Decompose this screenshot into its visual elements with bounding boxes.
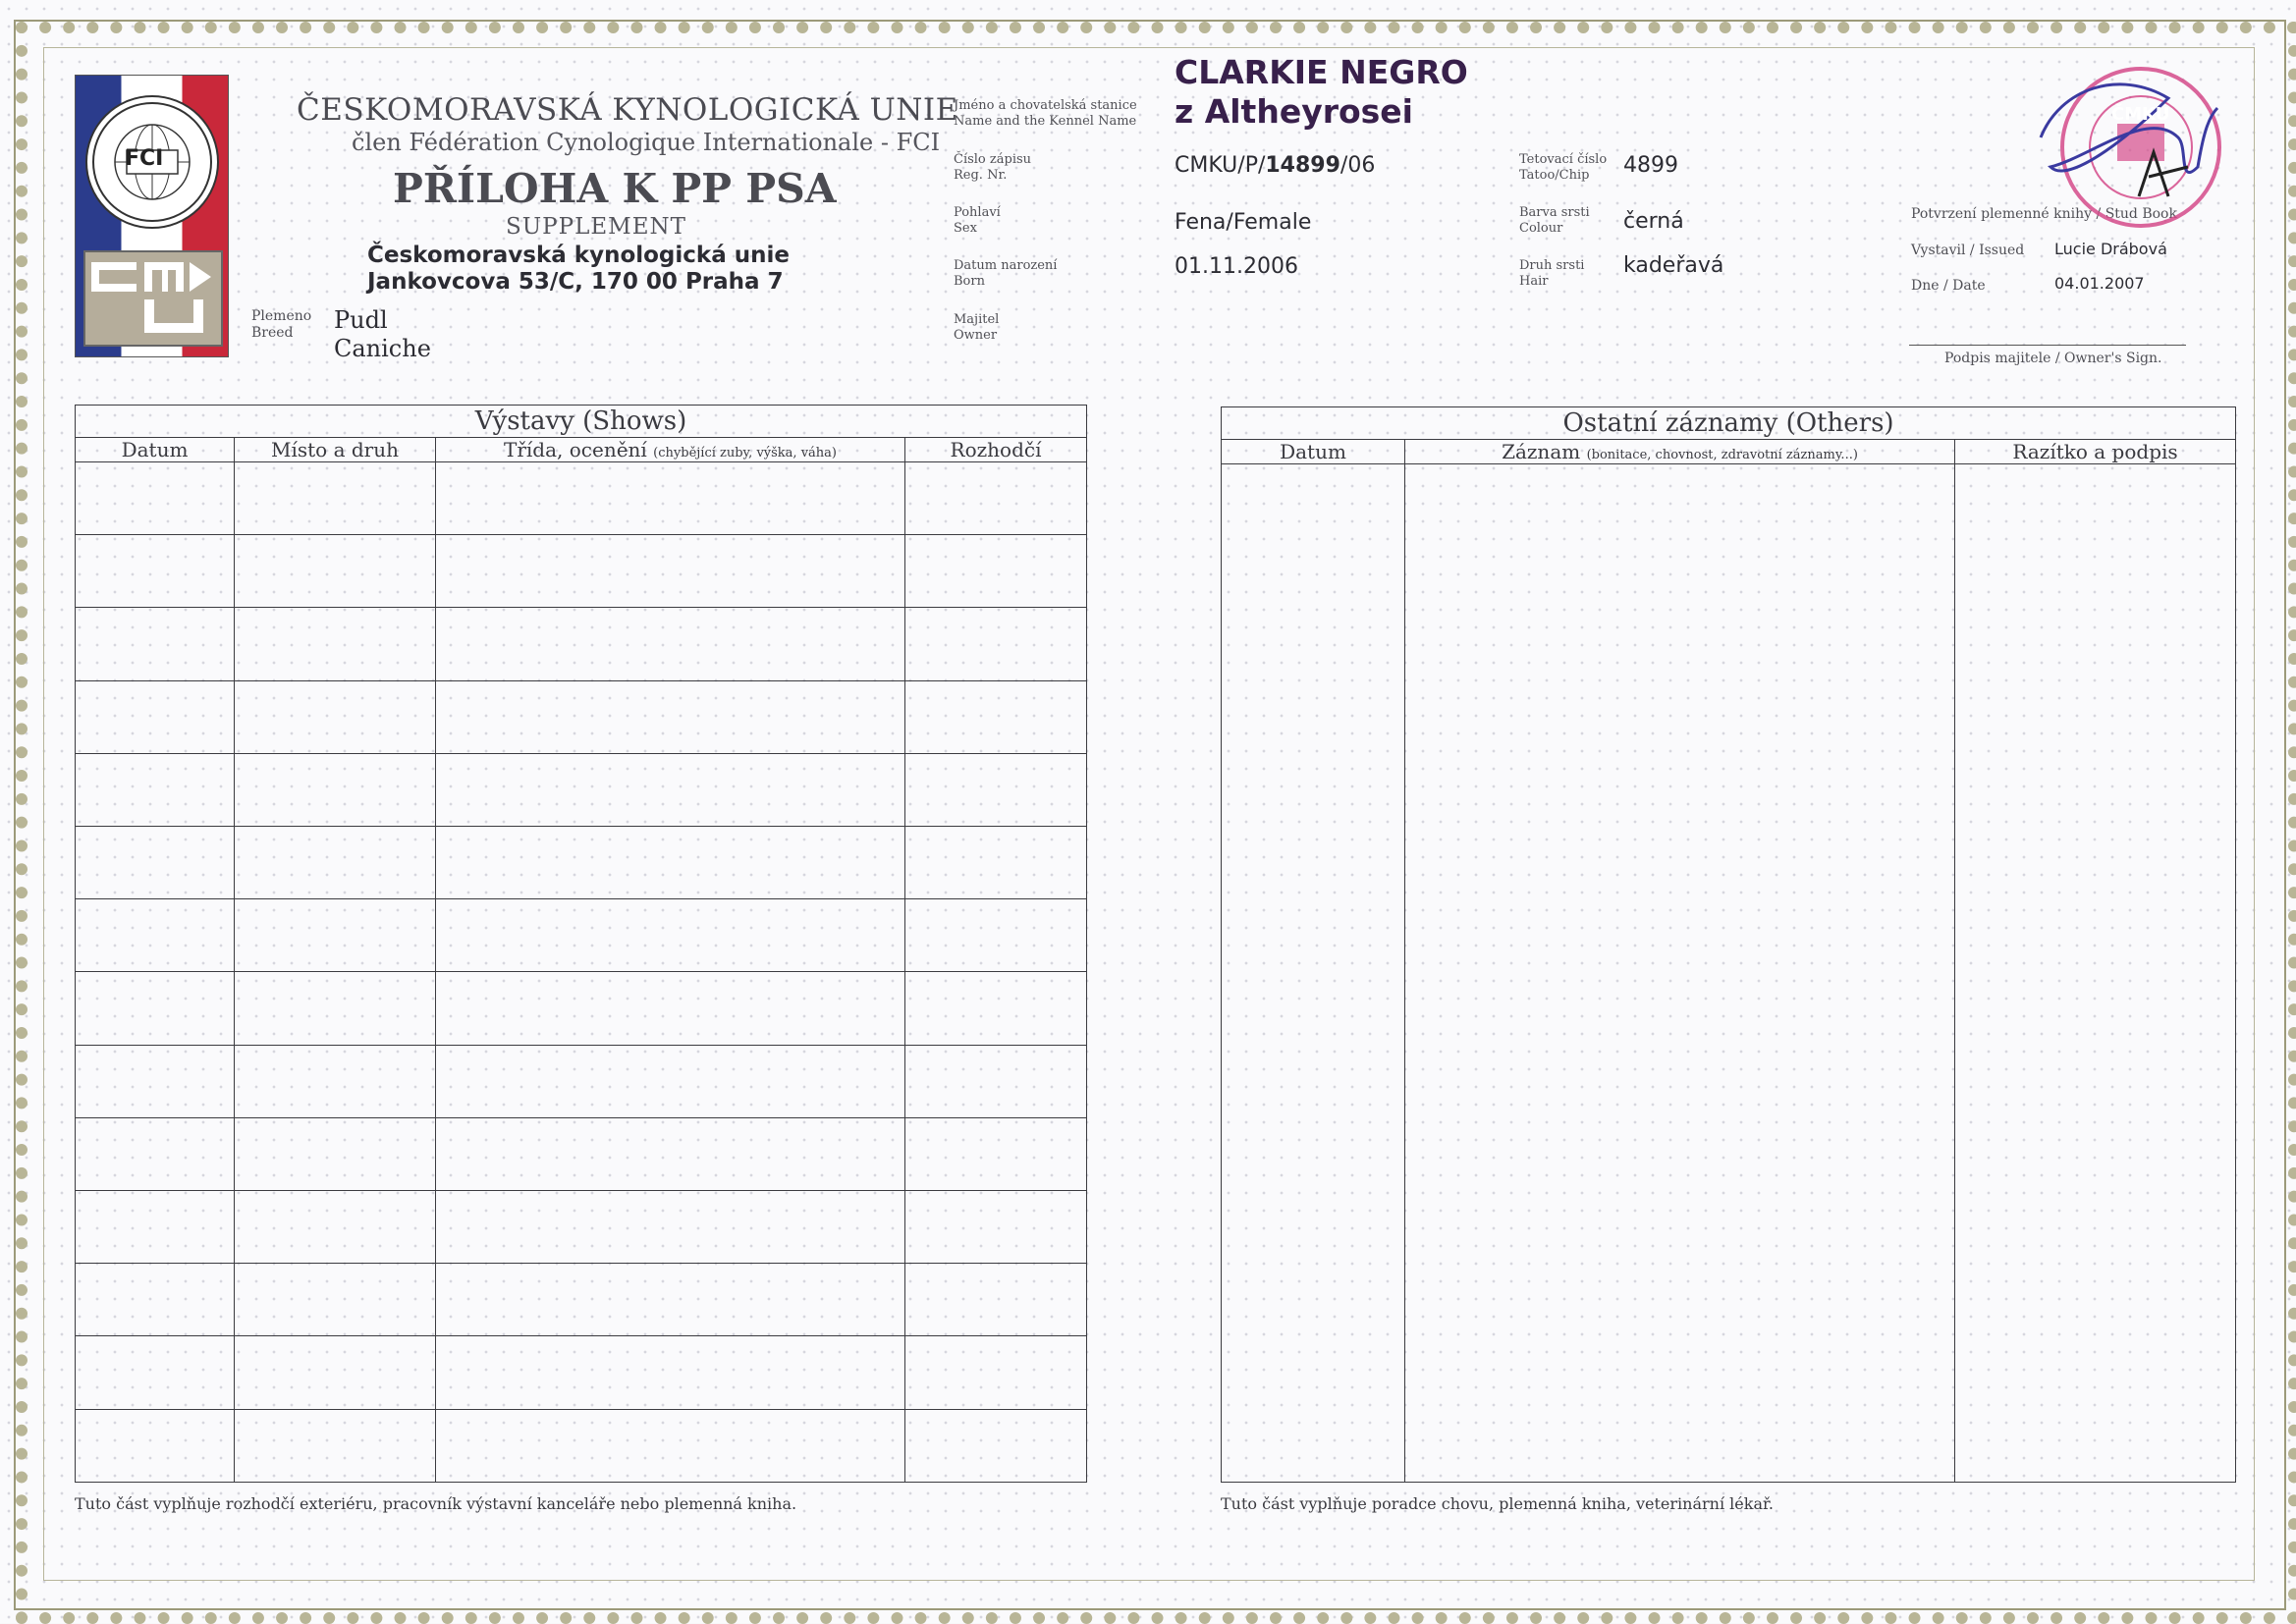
- shows-table-row: [76, 680, 1087, 753]
- registration-number: CMKU/P/14899/06: [1175, 153, 1376, 178]
- issued-by-value: Lucie Drábová: [2054, 240, 2167, 258]
- colour-label-cz: Barva srsti: [1519, 205, 1590, 220]
- shows-class-cell[interactable]: [436, 899, 905, 972]
- shows-place-cell[interactable]: [235, 1336, 436, 1409]
- shows-date-cell[interactable]: [76, 1117, 235, 1190]
- dog-name: CLARKIE NEGRO: [1175, 53, 1468, 91]
- others-col-stamp: Razítko a podpis: [1955, 440, 2236, 464]
- shows-class-cell[interactable]: [436, 1117, 905, 1190]
- shows-footnote: Tuto část vyplňuje rozhodčí exteriéru, pracovník výstavní kanceláře nebo plemenná kniha.: [75, 1494, 797, 1513]
- shows-place-cell[interactable]: [235, 1409, 436, 1482]
- others-col-date: Datum: [1222, 440, 1405, 464]
- hair-value: kadeřavá: [1623, 253, 1724, 278]
- shows-date-cell[interactable]: [76, 972, 235, 1045]
- shows-judge-cell[interactable]: [905, 1117, 1087, 1190]
- shows-col-place: Místo a druh: [235, 438, 436, 462]
- shows-table-row: [76, 1191, 1087, 1264]
- shows-class-cell[interactable]: [436, 1264, 905, 1336]
- chip-label-cz: Tetovací číslo: [1519, 152, 1608, 167]
- shows-date-cell[interactable]: [76, 1191, 235, 1264]
- reg-label-cz: Číslo zápisu: [954, 152, 1032, 167]
- shows-place-cell[interactable]: [235, 608, 436, 680]
- shows-place-cell[interactable]: [235, 1117, 436, 1190]
- birth-date: 01.11.2006: [1175, 254, 1298, 279]
- colour-label-en: Colour: [1519, 221, 1563, 236]
- chip-label-en: Tatoo/Chip: [1519, 168, 1590, 183]
- shows-class-cell[interactable]: [436, 680, 905, 753]
- shows-judge-cell[interactable]: [905, 1409, 1087, 1482]
- shows-place-cell[interactable]: [235, 899, 436, 972]
- breed-label-en: Breed: [251, 325, 294, 341]
- others-col-record: Záznam (bonitace, chovnost, zdravotní záznamy...): [1405, 440, 1955, 464]
- document-title: PŘÍLOHA K PP PSA: [393, 165, 837, 212]
- shows-class-cell[interactable]: [436, 827, 905, 899]
- shows-class-cell[interactable]: [436, 972, 905, 1045]
- shows-date-cell[interactable]: [76, 608, 235, 680]
- others-record-cell[interactable]: [1405, 464, 1955, 1483]
- shows-place-cell[interactable]: [235, 972, 436, 1045]
- shows-class-cell[interactable]: [436, 608, 905, 680]
- others-stamp-cell[interactable]: [1955, 464, 2236, 1483]
- breed-value-fr: Caniche: [334, 335, 431, 362]
- hair-label-cz: Druh srsti: [1519, 258, 1585, 273]
- shows-class-cell[interactable]: [436, 1336, 905, 1409]
- shows-table-row: [76, 1409, 1087, 1482]
- shows-class-cell[interactable]: [436, 753, 905, 826]
- shows-date-cell[interactable]: [76, 1336, 235, 1409]
- shows-table-row: [76, 972, 1087, 1045]
- shows-place-cell[interactable]: [235, 1045, 436, 1117]
- address-line-2: Jankovcova 53/C, 170 00 Praha 7: [367, 269, 784, 295]
- shows-table-row: [76, 1117, 1087, 1190]
- shows-col-judge: Rozhodčí: [905, 438, 1087, 462]
- cmku-fci-logo: [75, 75, 229, 357]
- shows-judge-cell[interactable]: [905, 680, 1087, 753]
- address-line-1: Českomoravská kynologická unie: [367, 243, 790, 268]
- shows-table-row: [76, 1045, 1087, 1117]
- shows-place-cell[interactable]: [235, 827, 436, 899]
- shows-table-row: [76, 753, 1087, 826]
- shows-table-row: [76, 899, 1087, 972]
- shows-date-cell[interactable]: [76, 535, 235, 608]
- sex-label-en: Sex: [954, 221, 977, 236]
- chip-value: 4899: [1623, 153, 1678, 178]
- shows-judge-cell[interactable]: [905, 462, 1087, 535]
- owner-sign-label: Podpis majitele / Owner's Sign.: [1944, 351, 2162, 366]
- shows-table-row: [76, 608, 1087, 680]
- org-name: ČESKOMORAVSKÁ KYNOLOGICKÁ UNIE: [297, 92, 958, 128]
- shows-judge-cell[interactable]: [905, 899, 1087, 972]
- shows-class-cell[interactable]: [436, 535, 905, 608]
- shows-place-cell[interactable]: [235, 462, 436, 535]
- shows-table-row: [76, 462, 1087, 535]
- others-table-title: Ostatní záznamy (Others): [1222, 407, 2236, 440]
- shows-table-row: [76, 535, 1087, 608]
- shows-class-cell[interactable]: [436, 462, 905, 535]
- shows-class-cell[interactable]: [436, 1045, 905, 1117]
- shows-table-title: Výstavy (Shows): [76, 406, 1087, 438]
- others-date-cell[interactable]: [1222, 464, 1405, 1483]
- shows-col-class: Třída, ocenění (chybějící zuby, výška, váha): [436, 438, 905, 462]
- shows-place-cell[interactable]: [235, 1191, 436, 1264]
- hair-label-en: Hair: [1519, 274, 1549, 289]
- shows-table-row: [76, 1264, 1087, 1336]
- sex-value: Fena/Female: [1175, 210, 1312, 235]
- shows-table-row: [76, 827, 1087, 899]
- shows-judge-cell[interactable]: [905, 1191, 1087, 1264]
- shows-date-cell[interactable]: [76, 1045, 235, 1117]
- document-subtitle: SUPPLEMENT: [506, 214, 686, 240]
- name-label-en: Name and the Kennel Name: [954, 114, 1137, 129]
- others-footnote: Tuto část vyplňuje poradce chovu, plemenná kniha, veterinární lékař.: [1221, 1494, 1774, 1513]
- org-membership: člen Fédération Cynologique Internationale - FCI: [352, 129, 941, 156]
- shows-place-cell[interactable]: [235, 1264, 436, 1336]
- fci-logo-text: FCI: [125, 146, 164, 171]
- born-label-en: Born: [954, 274, 985, 289]
- shows-judge-cell[interactable]: [905, 608, 1087, 680]
- shows-date-cell[interactable]: [76, 680, 235, 753]
- cmku-emblem: [83, 250, 223, 347]
- shows-judge-cell[interactable]: [905, 535, 1087, 608]
- studbook-confirm-label: Potvrzení plemenné knihy / Stud Book: [1911, 206, 2177, 222]
- shows-table-row: [76, 1336, 1087, 1409]
- shows-judge-cell[interactable]: [905, 827, 1087, 899]
- others-table: [1221, 406, 2236, 1483]
- date-label: Dne / Date: [1911, 278, 1986, 294]
- shows-judge-cell[interactable]: [905, 1045, 1087, 1117]
- shows-place-cell[interactable]: [235, 680, 436, 753]
- born-label-cz: Datum narození: [954, 258, 1058, 273]
- sex-label-cz: Pohlaví: [954, 205, 1001, 220]
- breed-label-cz: Plemeno: [251, 308, 312, 324]
- issued-label: Vystavil / Issued: [1911, 243, 2025, 258]
- breed-value-cz: Pudl: [334, 306, 388, 334]
- stamp-inner-text: ČMKU: [2111, 104, 2170, 125]
- owner-signature-line: [1909, 345, 2186, 346]
- shows-date-cell[interactable]: [76, 899, 235, 972]
- shows-judge-cell[interactable]: [905, 753, 1087, 826]
- owner-label-en: Owner: [954, 328, 998, 343]
- colour-value: černá: [1623, 209, 1684, 234]
- shows-date-cell[interactable]: [76, 462, 235, 535]
- name-label-cz: Jméno a chovatelská stanice: [954, 98, 1137, 113]
- shows-date-cell[interactable]: [76, 1264, 235, 1336]
- kennel-name: z Altheyrosei: [1175, 92, 1413, 131]
- reg-label-en: Reg. Nr.: [954, 168, 1008, 183]
- shows-judge-cell[interactable]: [905, 1336, 1087, 1409]
- shows-class-cell[interactable]: [436, 1191, 905, 1264]
- owner-label-cz: Majitel: [954, 312, 1000, 327]
- shows-table-body: [76, 462, 1087, 1483]
- studbook-stamp: [2031, 49, 2227, 245]
- shows-judge-cell[interactable]: [905, 972, 1087, 1045]
- issue-date-value: 04.01.2007: [2054, 274, 2145, 293]
- shows-judge-cell[interactable]: [905, 1264, 1087, 1336]
- others-table-row: [1222, 464, 2236, 1483]
- shows-col-date: Datum: [76, 438, 235, 462]
- shows-date-cell[interactable]: [76, 827, 235, 899]
- shows-class-cell[interactable]: [436, 1409, 905, 1482]
- shows-date-cell[interactable]: [76, 753, 235, 826]
- shows-date-cell[interactable]: [76, 1409, 235, 1482]
- shows-place-cell[interactable]: [235, 753, 436, 826]
- shows-place-cell[interactable]: [235, 535, 436, 608]
- shows-table: [75, 405, 1087, 1483]
